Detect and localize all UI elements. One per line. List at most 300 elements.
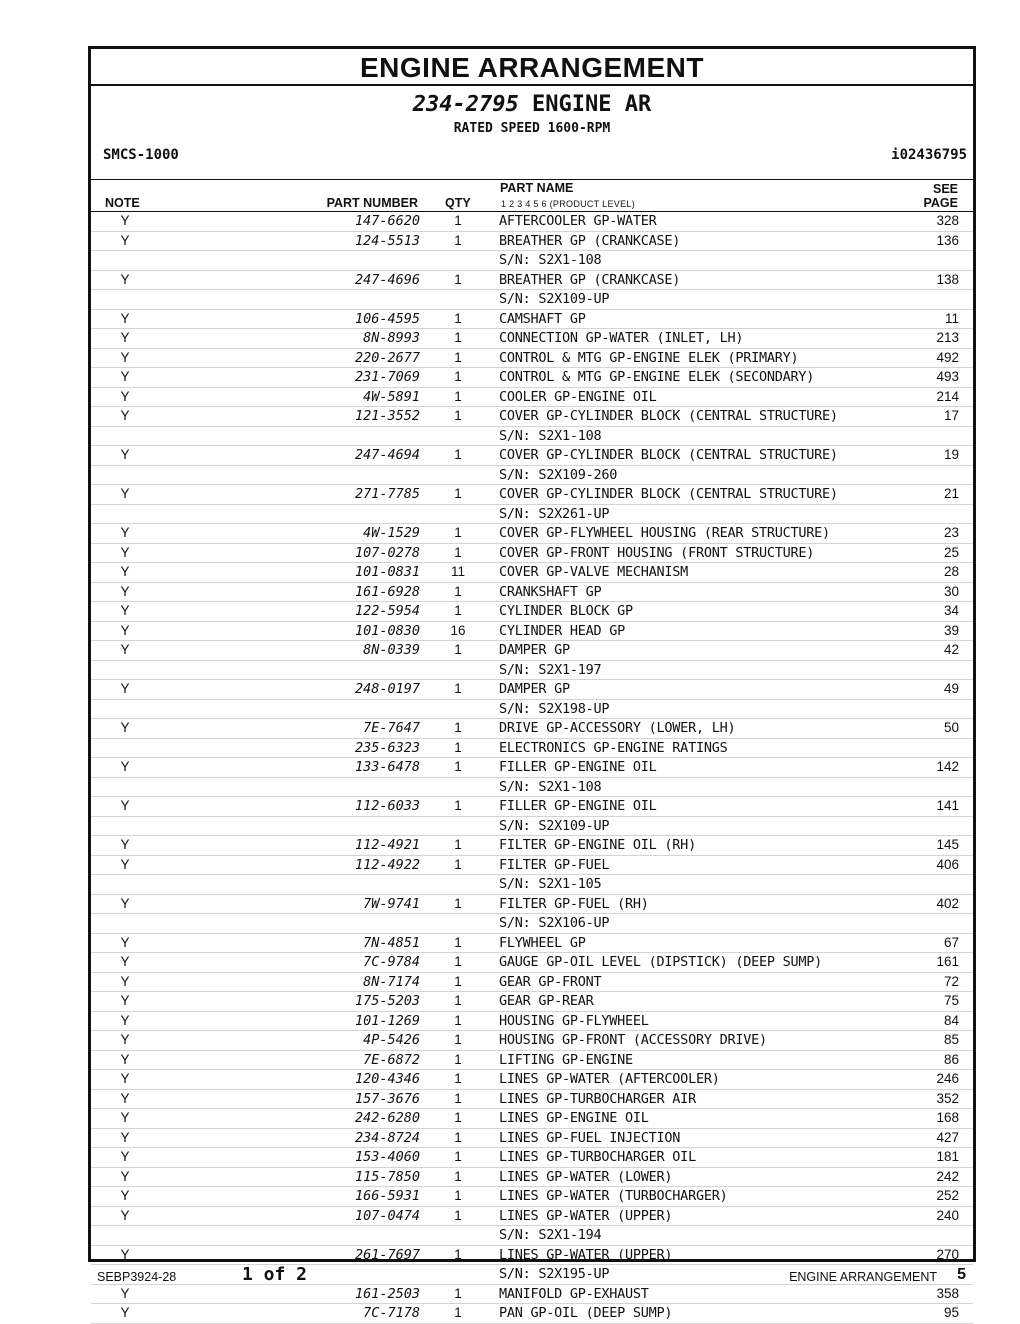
row-qty: 1 bbox=[454, 1032, 462, 1047]
row-part-name: COVER GP-CYLINDER BLOCK (CENTRAL STRUCTURE) bbox=[499, 486, 838, 502]
row-part-name: LINES GP-ENGINE OIL bbox=[499, 1110, 649, 1126]
row-part-number: 112-4922 bbox=[354, 856, 420, 873]
row-part-name: S/N: S2X1-108 bbox=[499, 778, 602, 795]
row-note: Y bbox=[120, 1149, 130, 1164]
row-part-number: 7C-9784 bbox=[363, 954, 420, 970]
row-part-name: S/N: S2X198-UP bbox=[499, 700, 610, 717]
row-part-name: LINES GP-WATER (TURBOCHARGER) bbox=[499, 1188, 728, 1204]
row-part-number: 124-5513 bbox=[354, 232, 420, 249]
row-part-number: 7N-4851 bbox=[363, 934, 420, 951]
page-of: 1 of 2 bbox=[242, 1264, 308, 1285]
row-part-number: 133-6478 bbox=[354, 759, 420, 775]
table-row bbox=[91, 505, 973, 525]
row-qty: 1 bbox=[454, 798, 462, 813]
row-see-page: 213 bbox=[936, 330, 959, 345]
page-footer bbox=[0, 1262, 1020, 1292]
row-see-page: 49 bbox=[943, 681, 959, 696]
row-part-number: 157-3676 bbox=[354, 1090, 420, 1107]
row-qty: 1 bbox=[454, 583, 462, 599]
row-part-number: 235-6323 bbox=[354, 739, 420, 756]
parts-table bbox=[91, 212, 973, 1324]
table-row bbox=[91, 1168, 973, 1188]
table-row bbox=[91, 583, 973, 603]
row-see-page: 85 bbox=[943, 1032, 959, 1047]
row-note: Y bbox=[120, 564, 130, 579]
row-see-page: 246 bbox=[936, 1071, 959, 1086]
table-row bbox=[91, 914, 973, 934]
table-row bbox=[91, 1031, 973, 1051]
row-qty: 1 bbox=[454, 1168, 462, 1184]
row-qty: 1 bbox=[454, 1012, 462, 1028]
col-note: NOTE bbox=[105, 196, 140, 210]
table-row bbox=[91, 290, 973, 310]
row-note: Y bbox=[120, 369, 130, 384]
row-note: Y bbox=[120, 232, 130, 248]
row-note: Y bbox=[120, 954, 130, 969]
row-part-name: COVER GP-FRONT HOUSING (FRONT STRUCTURE) bbox=[499, 544, 815, 561]
table-row bbox=[91, 1187, 973, 1207]
row-see-page: 21 bbox=[943, 486, 959, 501]
row-note: Y bbox=[120, 330, 130, 345]
row-qty: 1 bbox=[454, 525, 462, 540]
row-part-name: MANIFOLD GP-EXHAUST bbox=[499, 1285, 649, 1302]
row-part-number: 261-7697 bbox=[354, 1246, 420, 1263]
row-part-number: 7C-7178 bbox=[363, 1305, 420, 1321]
row-part-number: 161-6928 bbox=[354, 583, 420, 600]
table-row bbox=[91, 446, 973, 466]
row-note: Y bbox=[120, 486, 130, 501]
row-part-name: GAUGE GP-OIL LEVEL (DIPSTICK) (DEEP SUMP) bbox=[499, 954, 822, 970]
table-row bbox=[91, 778, 973, 798]
row-see-page: 17 bbox=[943, 408, 959, 423]
row-part-number: 166-5931 bbox=[354, 1188, 420, 1204]
row-qty: 1 bbox=[454, 1285, 462, 1301]
row-part-name: S/N: S2X261-UP bbox=[499, 505, 610, 522]
row-part-name: S/N: S2X109-260 bbox=[499, 466, 618, 483]
row-part-number: 7W-9741 bbox=[363, 895, 420, 912]
group-header bbox=[91, 86, 973, 180]
row-part-number: 101-0831 bbox=[354, 564, 420, 580]
table-row bbox=[91, 992, 973, 1012]
table-row bbox=[91, 1012, 973, 1032]
row-part-name: BREATHER GP (CRANKCASE) bbox=[499, 232, 681, 249]
row-see-page: 67 bbox=[943, 934, 959, 950]
table-row bbox=[91, 817, 973, 837]
row-part-name: FILLER GP-ENGINE OIL bbox=[499, 798, 657, 814]
row-note: Y bbox=[120, 1090, 130, 1106]
table-row bbox=[91, 895, 973, 915]
row-note: Y bbox=[120, 1168, 130, 1184]
table-row bbox=[91, 719, 973, 739]
row-part-number: 234-8724 bbox=[354, 1129, 420, 1146]
row-see-page: 19 bbox=[943, 447, 959, 462]
row-part-name: HOUSING GP-FRONT (ACCESSORY DRIVE) bbox=[499, 1032, 767, 1048]
row-note: Y bbox=[120, 388, 130, 404]
row-part-name: COVER GP-FLYWHEEL HOUSING (REAR STRUCTURE) bbox=[499, 525, 830, 541]
row-note: Y bbox=[120, 993, 130, 1008]
table-row bbox=[91, 602, 973, 622]
row-part-name: COVER GP-CYLINDER BLOCK (CENTRAL STRUCTURE) bbox=[499, 447, 838, 463]
row-qty: 1 bbox=[454, 1071, 462, 1086]
row-part-name: S/N: S2X109-UP bbox=[499, 817, 610, 834]
row-note: Y bbox=[120, 798, 130, 813]
row-part-number: 247-4694 bbox=[354, 447, 420, 463]
row-see-page: 138 bbox=[936, 271, 959, 287]
row-part-number: 220-2677 bbox=[354, 349, 420, 366]
row-part-number: 120-4346 bbox=[354, 1071, 420, 1087]
smcs-code: SMCS-1000 bbox=[103, 147, 179, 163]
row-see-page: 141 bbox=[936, 798, 959, 813]
row-part-number: 242-6280 bbox=[354, 1110, 420, 1126]
row-note: Y bbox=[120, 1305, 130, 1320]
row-note: Y bbox=[120, 934, 130, 950]
row-qty: 1 bbox=[454, 934, 462, 950]
row-part-name: ELECTRONICS GP-ENGINE RATINGS bbox=[499, 739, 728, 756]
row-qty: 16 bbox=[450, 622, 466, 638]
row-see-page: 214 bbox=[936, 388, 959, 404]
row-see-page: 406 bbox=[936, 856, 959, 872]
table-row bbox=[91, 329, 973, 349]
row-qty: 1 bbox=[454, 1188, 462, 1203]
row-part-name: COOLER GP-ENGINE OIL bbox=[499, 388, 657, 405]
table-row bbox=[91, 1090, 973, 1110]
row-qty: 1 bbox=[454, 642, 462, 657]
row-qty: 1 bbox=[454, 447, 462, 462]
row-part-name: DRIVE GP-ACCESSORY (LOWER, LH) bbox=[499, 720, 736, 736]
row-part-name: HOUSING GP-FLYWHEEL bbox=[499, 1012, 649, 1029]
row-see-page: 402 bbox=[936, 895, 959, 911]
row-see-page: 142 bbox=[936, 759, 959, 774]
row-see-page: 136 bbox=[936, 232, 959, 248]
row-qty: 1 bbox=[454, 349, 462, 365]
row-part-number: 175-5203 bbox=[354, 993, 420, 1009]
table-row bbox=[91, 1207, 973, 1227]
rated-speed: RATED SPEED 1600-RPM bbox=[453, 121, 611, 136]
table-row bbox=[91, 661, 973, 681]
row-part-name: CONTROL & MTG GP-ENGINE ELEK (PRIMARY) bbox=[499, 349, 799, 366]
page-number: 5 bbox=[957, 1266, 966, 1283]
row-part-name: FILTER GP-ENGINE OIL (RH) bbox=[499, 837, 696, 853]
row-note: Y bbox=[120, 525, 130, 540]
table-row bbox=[91, 1070, 973, 1090]
row-part-number: 115-7850 bbox=[354, 1168, 420, 1185]
row-note: Y bbox=[120, 603, 130, 618]
row-note: Y bbox=[120, 447, 130, 462]
table-row bbox=[91, 1051, 973, 1071]
row-note: Y bbox=[120, 349, 130, 365]
row-note: Y bbox=[120, 895, 130, 911]
row-part-number: 147-6620 bbox=[354, 213, 420, 229]
row-see-page: 161 bbox=[936, 954, 959, 969]
row-qty: 1 bbox=[454, 720, 462, 735]
row-part-name: LINES GP-WATER (UPPER) bbox=[499, 1246, 673, 1263]
row-part-number: 106-4595 bbox=[354, 310, 420, 327]
row-part-number: 248-0197 bbox=[354, 681, 420, 697]
table-row bbox=[91, 485, 973, 505]
table-row bbox=[91, 368, 973, 388]
row-see-page: 168 bbox=[936, 1110, 959, 1125]
row-see-page: 95 bbox=[943, 1305, 959, 1320]
row-note: Y bbox=[120, 1285, 130, 1301]
row-see-page: 252 bbox=[936, 1188, 959, 1203]
row-see-page: 28 bbox=[943, 564, 959, 579]
row-part-name: CONTROL & MTG GP-ENGINE ELEK (SECONDARY) bbox=[499, 369, 815, 385]
row-part-name: AFTERCOOLER GP-WATER bbox=[499, 213, 657, 229]
row-part-name: LINES GP-FUEL INJECTION bbox=[499, 1129, 681, 1146]
row-note: Y bbox=[120, 310, 130, 326]
row-part-name: S/N: S2X195-UP bbox=[499, 1266, 610, 1282]
row-qty: 1 bbox=[454, 1207, 462, 1223]
row-part-name: S/N: S2X1-108 bbox=[499, 427, 602, 444]
row-qty: 1 bbox=[454, 759, 462, 774]
table-row bbox=[91, 1109, 973, 1129]
row-part-name: LINES GP-TURBOCHARGER AIR bbox=[499, 1090, 696, 1107]
table-row bbox=[91, 836, 973, 856]
row-qty: 1 bbox=[454, 310, 462, 326]
row-part-name: S/N: S2X106-UP bbox=[499, 915, 610, 931]
group-part-number: 234-2795 bbox=[412, 92, 519, 117]
row-part-number: 271-7785 bbox=[354, 486, 420, 502]
row-note: Y bbox=[120, 1129, 130, 1145]
table-row bbox=[91, 349, 973, 369]
row-qty: 1 bbox=[454, 1129, 462, 1145]
row-part-name: S/N: S2X1-197 bbox=[499, 661, 602, 678]
row-note: Y bbox=[120, 583, 130, 599]
table-row bbox=[91, 622, 973, 642]
row-see-page: 270 bbox=[936, 1246, 959, 1262]
table-row bbox=[91, 856, 973, 876]
row-note: Y bbox=[120, 213, 130, 228]
row-part-number: 161-2503 bbox=[354, 1285, 420, 1302]
row-qty: 1 bbox=[454, 1110, 462, 1125]
row-qty: 1 bbox=[454, 739, 462, 755]
row-part-name: LINES GP-TURBOCHARGER OIL bbox=[499, 1149, 696, 1165]
row-part-number: 122-5954 bbox=[354, 603, 420, 619]
col-qty: QTY bbox=[445, 196, 471, 210]
table-row bbox=[91, 680, 973, 700]
table-row bbox=[91, 1304, 973, 1324]
row-part-name: FILLER GP-ENGINE OIL bbox=[499, 759, 657, 775]
row-qty: 1 bbox=[454, 954, 462, 969]
row-qty: 1 bbox=[454, 1149, 462, 1164]
row-part-number: 8N-0339 bbox=[363, 642, 420, 658]
row-part-name: LINES GP-WATER (LOWER) bbox=[499, 1168, 673, 1185]
footer-section: ENGINE ARRANGEMENT bbox=[789, 1270, 937, 1284]
row-part-number: 7E-7647 bbox=[363, 720, 420, 736]
row-qty: 1 bbox=[454, 856, 462, 872]
row-note: Y bbox=[120, 1071, 130, 1086]
row-part-number: 4W-1529 bbox=[363, 525, 420, 541]
row-qty: 1 bbox=[454, 1090, 462, 1106]
row-note: Y bbox=[120, 681, 130, 696]
col-see: SEE bbox=[932, 182, 958, 196]
table-row bbox=[91, 700, 973, 720]
row-note: Y bbox=[120, 642, 130, 657]
row-see-page: 352 bbox=[936, 1090, 959, 1106]
row-see-page: 427 bbox=[936, 1129, 959, 1145]
row-note: Y bbox=[120, 622, 130, 638]
table-row bbox=[91, 641, 973, 661]
row-part-name: COVER GP-CYLINDER BLOCK (CENTRAL STRUCTURE) bbox=[499, 408, 838, 424]
table-row bbox=[91, 388, 973, 408]
table-row bbox=[91, 524, 973, 544]
row-part-name: GEAR GP-REAR bbox=[499, 993, 594, 1009]
row-see-page: 11 bbox=[944, 310, 959, 326]
row-qty: 1 bbox=[454, 1305, 462, 1320]
row-see-page: 30 bbox=[943, 583, 959, 599]
row-note: Y bbox=[120, 973, 130, 989]
row-part-name: S/N: S2X109-UP bbox=[499, 291, 610, 307]
row-note: Y bbox=[120, 856, 130, 872]
row-qty: 1 bbox=[454, 330, 462, 345]
row-qty: 1 bbox=[454, 486, 462, 501]
row-qty: 1 bbox=[454, 603, 462, 618]
row-qty: 1 bbox=[454, 408, 462, 423]
row-part-name: BREATHER GP (CRANKCASE) bbox=[499, 271, 681, 288]
table-row bbox=[91, 212, 973, 232]
row-part-name: LINES GP-WATER (UPPER) bbox=[499, 1207, 673, 1224]
row-part-name: FILTER GP-FUEL bbox=[499, 856, 610, 873]
table-row bbox=[91, 1226, 973, 1246]
row-note: Y bbox=[120, 544, 130, 560]
row-part-name: DAMPER GP bbox=[499, 642, 570, 658]
row-see-page: 50 bbox=[943, 720, 959, 735]
group-part-name: ENGINE AR bbox=[532, 92, 652, 117]
row-part-name: FLYWHEEL GP bbox=[499, 934, 586, 951]
table-row bbox=[91, 875, 973, 895]
table-row bbox=[91, 973, 973, 993]
row-note: Y bbox=[120, 1246, 130, 1262]
table-row bbox=[91, 1129, 973, 1149]
row-see-page: 242 bbox=[936, 1168, 959, 1184]
row-qty: 1 bbox=[454, 213, 462, 228]
col-page: PAGE bbox=[923, 196, 958, 210]
row-see-page: 328 bbox=[936, 213, 959, 228]
row-see-page: 493 bbox=[936, 369, 959, 384]
row-note: Y bbox=[120, 408, 130, 423]
row-qty: 11 bbox=[450, 564, 465, 579]
table-row bbox=[91, 466, 973, 486]
row-note: Y bbox=[120, 271, 130, 287]
row-see-page: 86 bbox=[943, 1051, 959, 1067]
row-part-name: DAMPER GP bbox=[499, 681, 570, 697]
row-part-name: CYLINDER BLOCK GP bbox=[499, 603, 633, 619]
row-part-name: S/N: S2X1-108 bbox=[499, 252, 602, 268]
row-note: Y bbox=[120, 1051, 130, 1067]
title-bar bbox=[91, 49, 973, 86]
row-qty: 1 bbox=[454, 837, 462, 852]
row-see-page: 75 bbox=[943, 993, 959, 1008]
row-see-page: 34 bbox=[943, 603, 959, 618]
row-see-page: 492 bbox=[936, 349, 959, 365]
column-headers bbox=[91, 180, 973, 212]
table-row bbox=[91, 797, 973, 817]
row-note: Y bbox=[120, 1207, 130, 1223]
row-part-name: S/N: S2X1-105 bbox=[499, 876, 602, 892]
row-part-number: 107-0278 bbox=[354, 544, 420, 561]
row-part-number: 101-0830 bbox=[354, 622, 420, 639]
row-part-number: 112-4921 bbox=[354, 837, 420, 853]
row-qty: 1 bbox=[454, 369, 462, 384]
row-part-number: 107-0474 bbox=[354, 1207, 420, 1224]
row-note: Y bbox=[120, 1188, 130, 1203]
row-note: Y bbox=[120, 1110, 130, 1125]
page-title: ENGINE ARRANGEMENT bbox=[360, 52, 704, 83]
row-qty: 1 bbox=[454, 681, 462, 696]
table-row bbox=[91, 1148, 973, 1168]
row-see-page: 145 bbox=[936, 837, 959, 852]
row-see-page: 39 bbox=[943, 622, 959, 638]
row-qty: 1 bbox=[454, 1051, 462, 1067]
row-part-name: CAMSHAFT GP bbox=[499, 310, 586, 327]
row-qty: 1 bbox=[454, 1246, 462, 1262]
row-part-number: 247-4696 bbox=[354, 271, 420, 288]
row-note: Y bbox=[120, 759, 130, 774]
group-title bbox=[91, 92, 973, 117]
table-row bbox=[91, 563, 973, 583]
row-see-page: 84 bbox=[943, 1012, 959, 1028]
row-see-page: 72 bbox=[943, 973, 959, 989]
row-part-number: 8N-7174 bbox=[363, 973, 420, 990]
table-row bbox=[91, 544, 973, 564]
row-qty: 1 bbox=[454, 973, 462, 989]
row-note: Y bbox=[120, 837, 130, 852]
row-part-name: FILTER GP-FUEL (RH) bbox=[499, 895, 649, 912]
table-row bbox=[91, 427, 973, 447]
row-part-number: 112-6033 bbox=[354, 798, 420, 814]
row-see-page: 23 bbox=[943, 525, 959, 540]
row-part-name: CONNECTION GP-WATER (INLET, LH) bbox=[499, 330, 744, 346]
row-part-name: COVER GP-VALVE MECHANISM bbox=[499, 564, 689, 580]
table-row bbox=[91, 953, 973, 973]
row-see-page: 25 bbox=[943, 544, 959, 560]
row-qty: 1 bbox=[454, 544, 462, 560]
row-part-number: 4W-5891 bbox=[363, 388, 420, 405]
row-note: Y bbox=[120, 1032, 130, 1047]
row-part-name: CYLINDER HEAD GP bbox=[499, 622, 626, 639]
row-see-page: 181 bbox=[936, 1149, 959, 1164]
row-note: Y bbox=[120, 720, 130, 735]
row-part-name: LINES GP-WATER (AFTERCOOLER) bbox=[499, 1071, 720, 1087]
row-part-name: GEAR GP-FRONT bbox=[499, 973, 602, 990]
row-qty: 1 bbox=[454, 895, 462, 911]
table-row bbox=[91, 758, 973, 778]
row-part-number: 4P-5426 bbox=[363, 1032, 420, 1048]
row-part-name: LIFTING GP-ENGINE bbox=[499, 1051, 633, 1068]
col-part-name: PART NAME bbox=[500, 181, 574, 195]
row-part-number: 8N-8993 bbox=[363, 330, 420, 346]
row-part-name: CRANKSHAFT GP bbox=[499, 583, 602, 600]
row-see-page: 42 bbox=[943, 642, 959, 657]
row-part-name: S/N: S2X1-194 bbox=[499, 1227, 602, 1243]
illustration-id: i02436795 bbox=[891, 147, 967, 163]
row-see-page: 240 bbox=[936, 1207, 959, 1223]
row-part-number: 153-4060 bbox=[354, 1149, 420, 1165]
row-part-number: 7E-6872 bbox=[363, 1051, 420, 1068]
table-row bbox=[91, 739, 973, 759]
row-qty: 1 bbox=[454, 271, 462, 287]
row-qty: 1 bbox=[454, 388, 462, 404]
col-part-number: PART NUMBER bbox=[326, 196, 418, 210]
document-id: SEBP3924-28 bbox=[97, 1270, 177, 1284]
table-row bbox=[91, 271, 973, 291]
row-see-page: 358 bbox=[936, 1285, 959, 1301]
row-part-number: 121-3552 bbox=[354, 408, 420, 424]
row-note: Y bbox=[120, 1012, 130, 1028]
row-part-number: 101-1269 bbox=[354, 1012, 420, 1029]
table-row bbox=[91, 407, 973, 427]
table-row bbox=[91, 310, 973, 330]
